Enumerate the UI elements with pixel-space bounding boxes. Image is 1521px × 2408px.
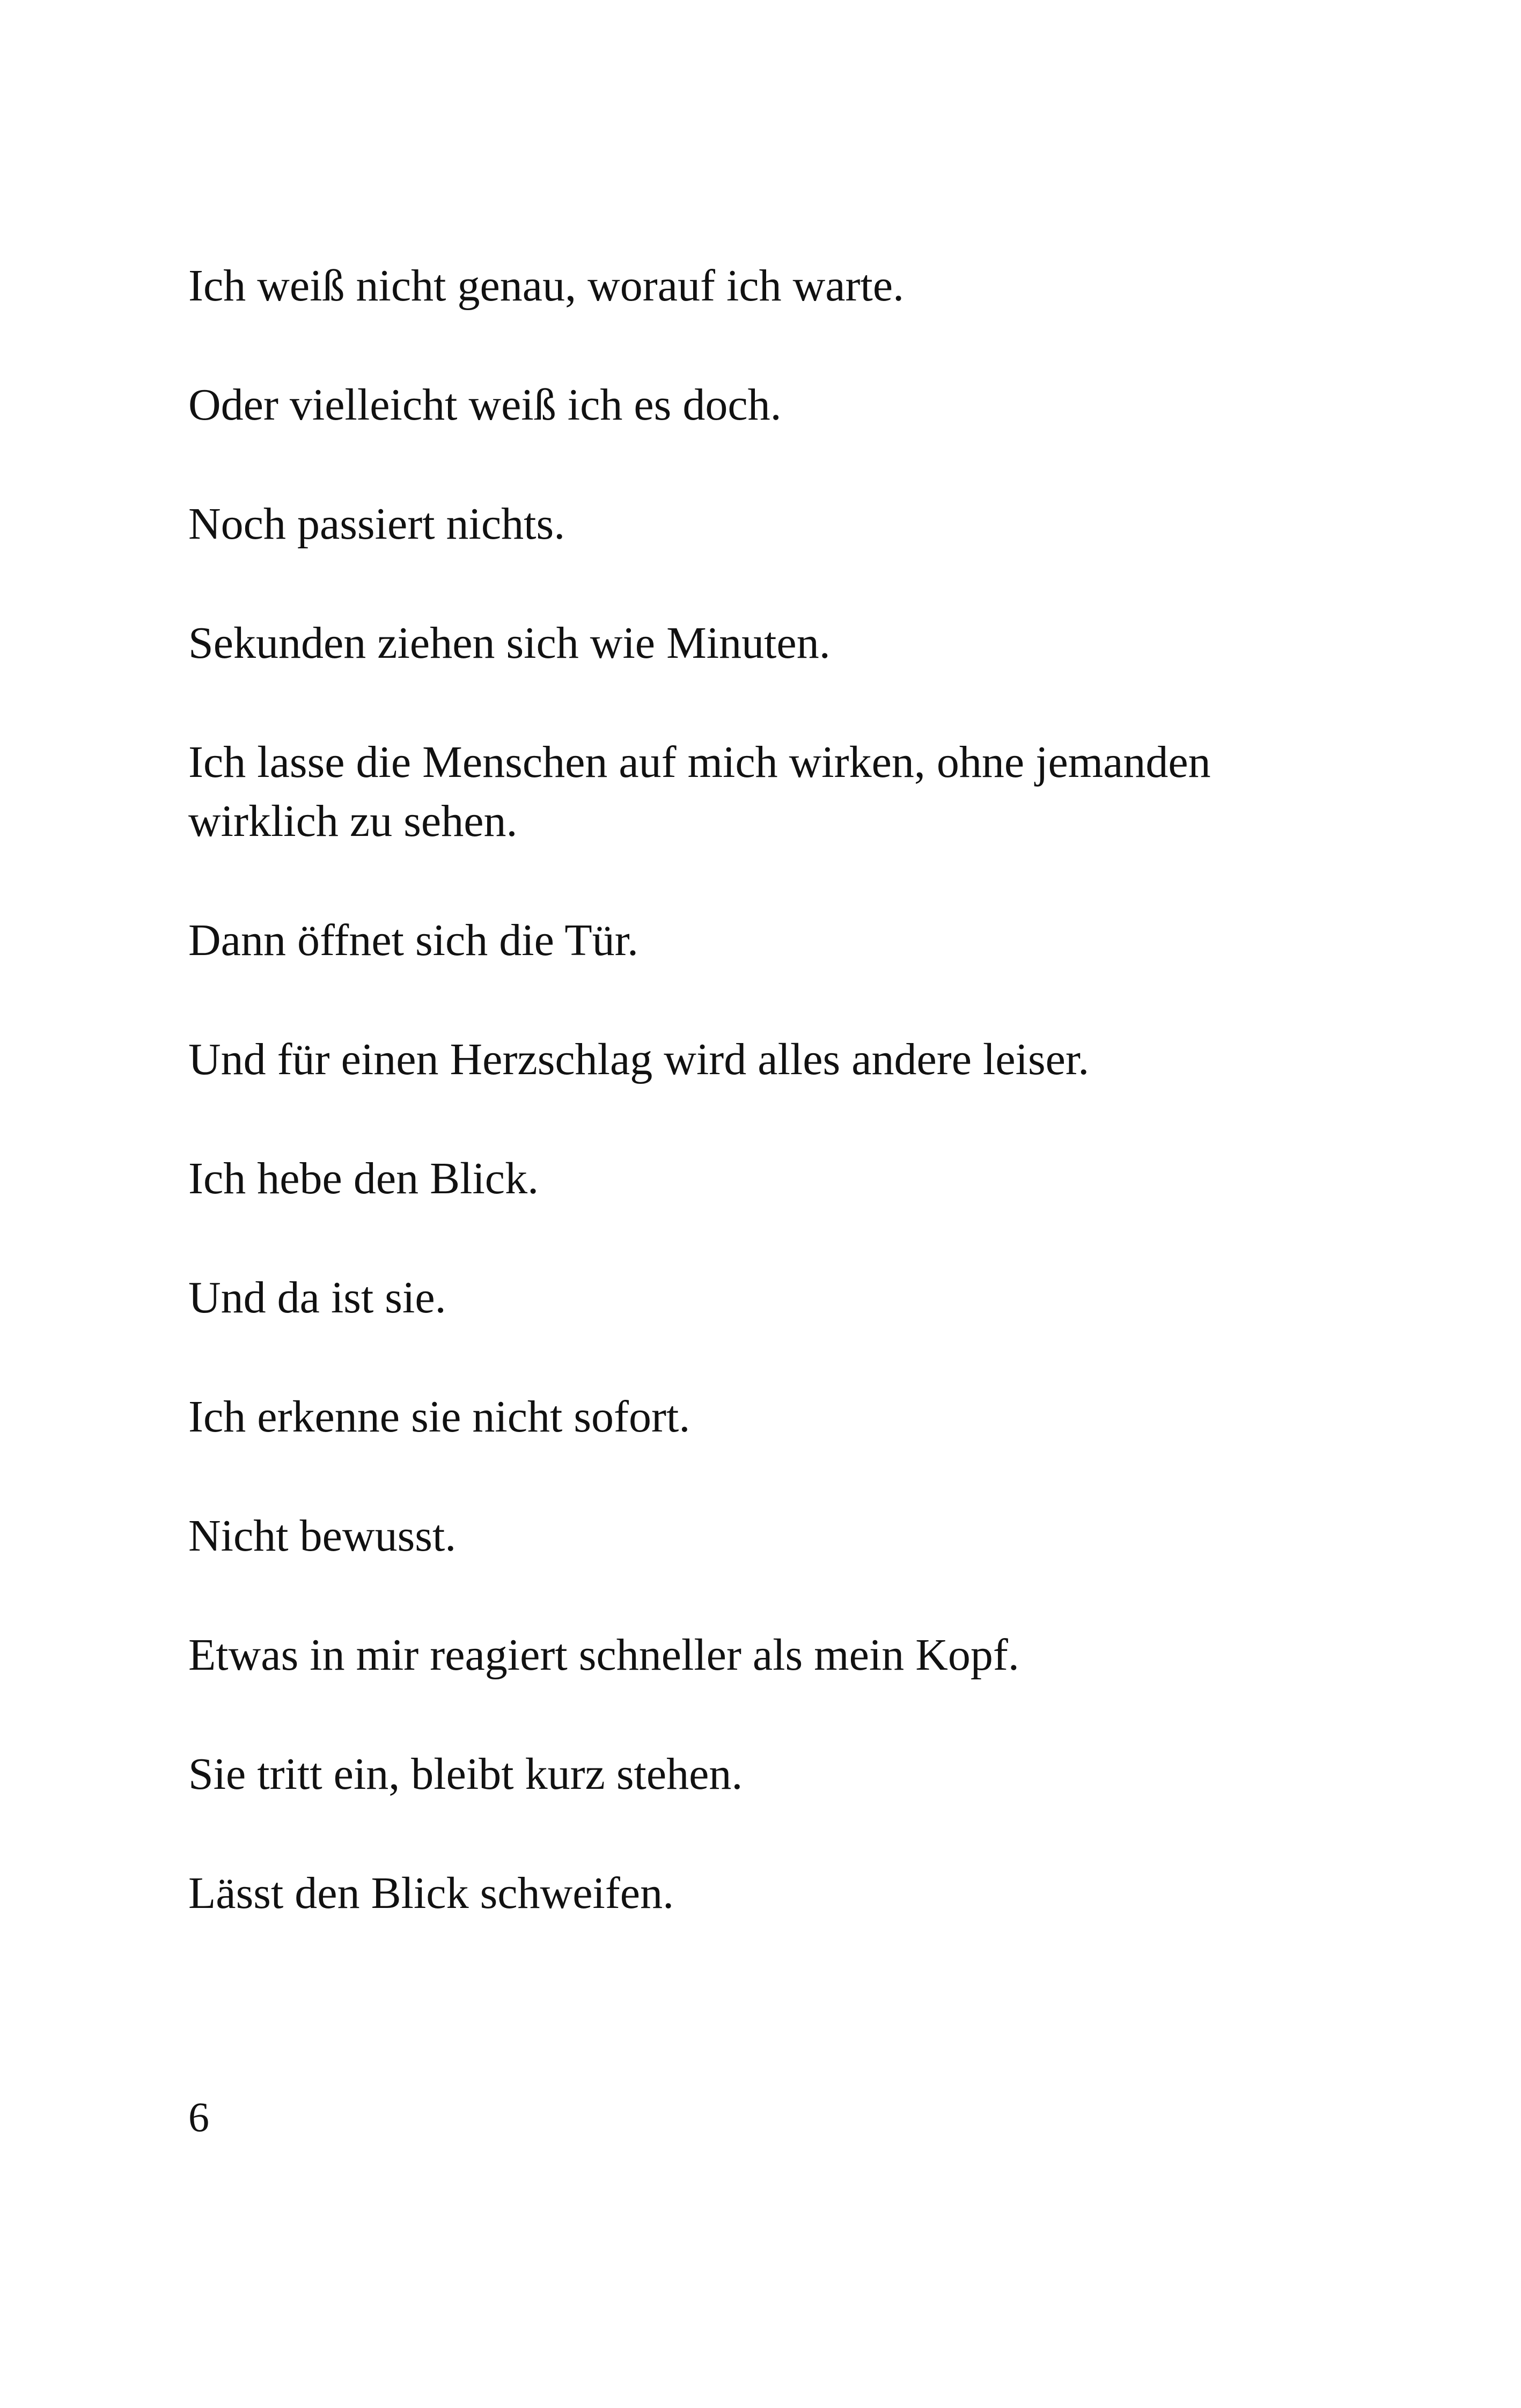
paragraph: Und für einen Herzschlag wird alles andere leiser. (188, 1034, 1090, 1084)
paragraph: Ich weiß nicht genau, worauf ich warte. (188, 261, 905, 311)
paragraph: Nicht bewusst. (188, 1511, 457, 1561)
page-number: 6 (188, 2094, 209, 2140)
body-text (188, 256, 1342, 1983)
paragraph: Ich erkenne sie nicht sofort. (188, 1392, 690, 1442)
paragraph: Lässt den Blick schweifen. (188, 1868, 674, 1918)
paragraph: Oder vielleicht weiß ich es doch. (188, 380, 782, 430)
paragraph: Sekunden ziehen sich wie Minuten. (188, 618, 831, 668)
paragraph: Noch passiert nichts. (188, 499, 565, 549)
paragraph: Ich hebe den Blick. (188, 1154, 539, 1203)
paragraph: Und da ist sie. (188, 1273, 446, 1323)
paragraph: Sie tritt ein, bleibt kurz stehen. (188, 1749, 743, 1799)
paragraph: Ich lasse die Menschen auf mich wirken, ohne jemanden wirklich zu sehen. (188, 737, 1211, 846)
paragraph: Etwas in mir reagiert schneller als mein Kopf. (188, 1630, 1019, 1680)
paragraph: Dann öffnet sich die Tür. (188, 915, 639, 965)
